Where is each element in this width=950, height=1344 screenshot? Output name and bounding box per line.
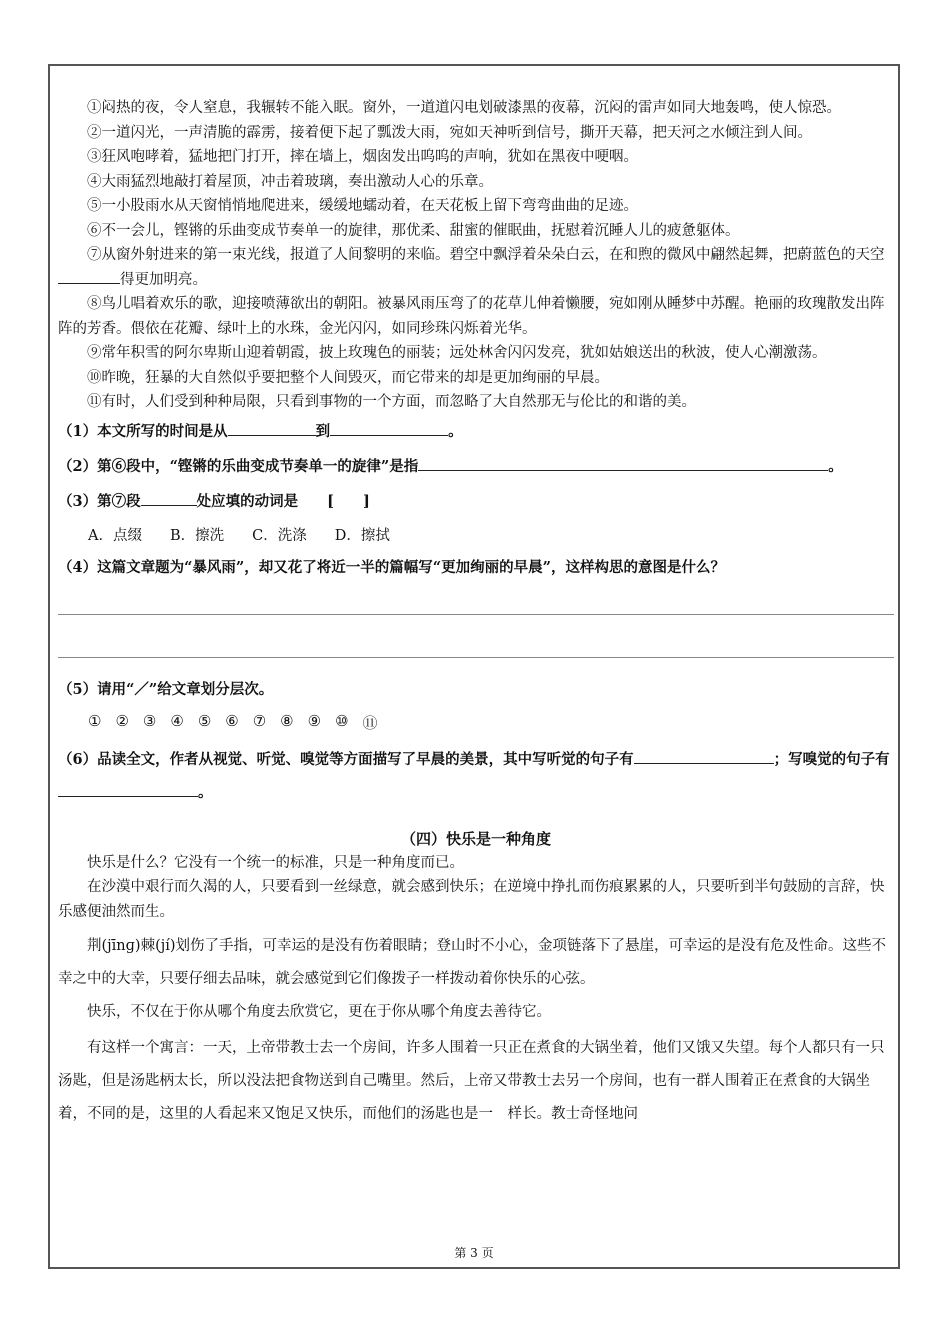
question-1-text: （1）本文所写的时间是从 — [58, 422, 228, 440]
question-4: （4）这篇文章题为“暴风雨”，却又花了将近一半的篇幅写“更加绚丽的早晨”，这样构思的意图是什么？ — [58, 558, 725, 576]
question-6-text: （6）品读全文，作者从视觉、听觉、嗅觉等方面描写了早晨的美景，其中写听觉的句子有 — [58, 750, 634, 768]
answer-bracket[interactable]: [ ] — [327, 492, 370, 510]
page-content — [58, 96, 894, 1131]
mark-1[interactable]: ① — [88, 711, 102, 730]
section-paragraph-1: 快乐是什么？它没有一个统一的标准，只是一种角度而已。 — [87, 854, 464, 871]
mark-7[interactable]: ⑦ — [252, 711, 267, 730]
option-b[interactable]: B．擦洗 — [169, 527, 225, 544]
section-paragraph-4: 快乐，不仅在于你从哪个角度去欣赏它，更在于你从哪个角度去善待它。 — [87, 1004, 551, 1020]
q5-paragraph-marks — [88, 712, 894, 733]
mark-5[interactable]: ⑤ — [197, 711, 212, 730]
question-6-mid: ；写嗅觉的句子有 — [773, 750, 890, 768]
answer-blank-q3[interactable] — [141, 490, 197, 506]
paragraph-2: ②一道闪光，一声清脆的霹雳，接着便下起了瓢泼大雨，宛如天神听到信号，撕开天幕，把天河之水倾注到人间。 — [87, 124, 812, 141]
question-3-mid: 处应填的动词是 — [196, 492, 299, 510]
mark-9[interactable]: ⑨ — [307, 711, 322, 730]
paragraph-6: ⑥不一会儿，铿锵的乐曲变成节奏单一的旋律，那优柔、甜蜜的催眠曲，抚慰着沉睡人儿的疲惫躯体。 — [87, 222, 740, 239]
question-1-end: 。 — [448, 422, 463, 440]
answer-blank-end[interactable] — [330, 420, 448, 436]
answer-blank-hearing[interactable] — [634, 748, 774, 764]
question-2-text: （2）第⑥段中，“铿锵的乐曲变成节奏单一的旋律”是指 — [58, 457, 419, 475]
answer-blank-smell[interactable] — [58, 781, 198, 797]
question-6-end: 。 — [198, 783, 213, 801]
paragraph-8: ⑧鸟儿唱着欢乐的歌，迎接喷薄欲出的朝阳。被暴风雨压弯了的花草儿伸着懒腰，宛如刚从睡梦中苏醒。艳丽的玫瑰散发出阵阵的芳香。偎依在花瓣、绿叶上的水珠，金光闪闪，如同珍珠闪烁着光华。 — [58, 296, 885, 337]
mark-11[interactable]: ⑪ — [362, 713, 378, 732]
paragraph-9: ⑨常年积雪的阿尔卑斯山迎着朝霞，披上玫瑰色的丽装；远处林舍闪闪发亮，犹如姑娘送出的秋波，使人心潮激荡。 — [87, 345, 827, 361]
page-frame — [48, 64, 900, 1269]
paragraph-1: ①闷热的夜，令人窒息，我辗转不能入眠。窗外，一道道闪电划破漆黑的夜幕，沉闷的雷声如同大地轰鸣，使人惊恐。 — [87, 100, 841, 116]
question-1-mid: 到 — [315, 422, 331, 440]
mark-4[interactable]: ④ — [170, 711, 184, 730]
question-6 — [58, 743, 894, 809]
answer-blank-start[interactable] — [228, 420, 316, 436]
page-number: 第 3 页 — [454, 1246, 494, 1260]
answer-blank-q2[interactable] — [418, 455, 828, 471]
option-c[interactable]: C．洗涤 — [252, 527, 307, 544]
mark-8[interactable]: ⑧ — [280, 711, 294, 730]
paragraph-3: ③狂风咆哮着，猛地把门打开，摔在墙上，烟囱发出呜呜的声响，犹如在黑夜中哽咽。 — [87, 149, 638, 165]
question-1 — [58, 420, 894, 444]
section-paragraph-2: 在沙漠中艰行而久渴的人，只要看到一丝绿意，就会感到快乐；在逆境中挣扎而伤痕累累的人，只要听到半句鼓励的言辞，快乐感便油然而生。 — [58, 879, 885, 920]
question-2 — [58, 455, 894, 479]
question-5: （5）请用“／”给文章划分层次。 — [58, 680, 274, 698]
answer-line-1[interactable] — [58, 613, 894, 615]
paragraph-7-text-a: ⑦从窗外射进来的第一束光线，报道了人间黎明的来临。碧空中飘浮着朵朵白云，在和煦的微风中翩然起舞，把蔚蓝色的天空 — [87, 247, 885, 263]
q3-options — [88, 524, 894, 545]
paragraph-7-text-b: 得更加明亮。 — [120, 271, 207, 288]
question-2-end: 。 — [828, 457, 843, 475]
mark-2[interactable]: ② — [115, 711, 129, 730]
paragraph-7 — [58, 243, 894, 292]
section-title: （四）快乐是一种角度 — [400, 829, 551, 848]
fill-blank-verb[interactable] — [58, 268, 120, 284]
answer-line-2[interactable] — [58, 656, 894, 658]
paragraph-5: ⑤一小股雨水从天窗悄悄地爬进来，缓缓地蠕动着，在天花板上留下弯弯曲曲的足迹。 — [87, 198, 638, 214]
mark-3[interactable]: ③ — [142, 711, 157, 730]
section-paragraph-3: 荆(jīnɡ)棘(jí)划伤了手指，可幸运的是没有伤着眼睛；登山时不小心，金项链落下了悬崖，可幸运的是没有危及性命。这些不幸之中的大幸，只要仔细去品味，就会感觉到它们像拨子一样拨动着你快乐的心弦。 — [58, 938, 887, 987]
section-paragraph-5: 有这样一个寓言：一天，上帝带教士去一个房间，许多人围着一只正在煮食的大锅坐着，他们又饿又失望。每个人都只有一只汤匙，但是汤匙柄太长，所以没法把食物送到自己嘴里。然后，上帝又带教士去另一个房间，也有一群人围着正在煮食的大锅坐着，不同的是，这里的人看起来又饱足又快乐，而他们的汤匙也是一 样长。教士奇怪地问 — [58, 1040, 885, 1122]
question-3-text: （3）第⑦段 — [58, 492, 141, 510]
paragraph-11: ⑪有时，人们受到种种局限，只看到事物的一个方面，而忽略了大自然那无与伦比的和谐的美。 — [87, 394, 696, 410]
paragraph-4: ④大雨猛烈地敲打着屋顶，冲击着玻璃，奏出激动人心的乐章。 — [87, 173, 493, 190]
question-3 — [58, 490, 894, 514]
option-d[interactable]: D．擦拭 — [334, 527, 390, 544]
mark-10[interactable]: ⑩ — [335, 711, 349, 730]
option-a[interactable]: A．点缀 — [88, 527, 142, 544]
paragraph-10: ⑩昨晚，狂暴的大自然似乎要把整个人间毁灭，而它带来的却是更加绚丽的早晨。 — [87, 369, 609, 386]
mark-6[interactable]: ⑥ — [225, 711, 239, 730]
